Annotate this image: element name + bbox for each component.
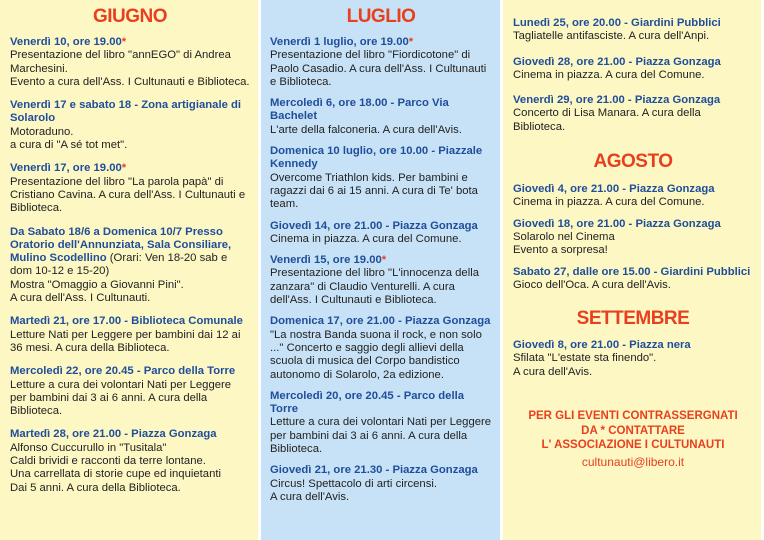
event-description: Concerto di Lisa Manara. A cura della Biblioteca.	[513, 107, 701, 133]
event-title: Mercoledì 6, ore 18.00 - Parco Via Bachelet	[270, 97, 449, 123]
event-title: Lunedì 25, ore 20.00 - Giardini Pubblici	[513, 17, 721, 29]
month-heading-settembre: SETTEMBRE	[576, 308, 690, 330]
event-title: Giovedì 14, ore 21.00 - Piazza Gonzaga	[270, 219, 478, 232]
event-description: Cinema in piazza. A cura del Comune.	[513, 196, 705, 209]
event-item	[10, 315, 250, 355]
event-description: Tagliatelle antifasciste. A cura dell'Anpi.	[513, 30, 710, 43]
event-description: Circus! Spettacolo di arti circensi. A cura dell'Avis.	[270, 477, 438, 503]
event-item	[513, 266, 753, 293]
event-title: Venerdì 10, ore 19.00	[10, 36, 122, 48]
event-item	[270, 145, 492, 211]
column-luglio-agosto-settembre	[503, 0, 761, 540]
event-item	[10, 162, 250, 215]
event-description: Solarolo nel Cinema Evento a sorpresa!	[513, 230, 615, 257]
event-title: Sabato 27, dalle ore 15.00 - Giardini Pubblici	[513, 265, 751, 278]
event-star-marker: *	[408, 36, 414, 48]
event-item	[270, 464, 492, 504]
event-description: (Orari: Ven 18-20 sab e dom 10-12 e 15-20) Mostra "Omaggio a Giovanni Pini". A cura dell'Ass. I Cultunauti.	[10, 252, 228, 305]
event-list-settembre	[513, 339, 753, 379]
event-description: Presentazione del libro "L'innocenza della zanzara" di Claudio Venturelli. A cura dell'Ass. I Cultunauti e Biblioteca.	[270, 267, 480, 307]
event-title: Da Sabato 18/6 a Domenica 10/7 Presso Oratorio dell'Annunziata, Sala Consiliare, Mulino Scodellino	[10, 225, 232, 265]
event-item	[10, 365, 250, 418]
event-description: L'arte della falconeria. A cura dell'Avis.	[270, 123, 462, 136]
column-luglio	[258, 0, 503, 540]
event-star-marker: *	[381, 254, 387, 267]
event-item	[10, 99, 250, 152]
event-item	[270, 36, 492, 89]
event-item	[513, 183, 753, 210]
event-title: Mercoledì 22, ore 20.45 - Parco della Torre	[10, 365, 236, 378]
event-list-luglio-cont	[513, 17, 753, 134]
event-description: Motoraduno. a cura di "A sé tot met".	[10, 125, 128, 152]
event-title: Venerdì 1 luglio, ore 19.00	[270, 36, 409, 48]
event-description: Overcome Triathlon kids. Per bambini e ragazzi dai 6 ai 15 anni. A cura di Te' bota team.	[270, 171, 478, 211]
event-title: Domenica 10 luglio, ore 10.00 - Piazzale Kennedy	[270, 145, 483, 171]
contact-note: PER GLI EVENTI CONTRASSERGNATI DA * CONTATTARE L' ASSOCIAZIONE I CULTUNAUTI	[528, 410, 738, 452]
event-description: Letture Nati per Leggere per bambini dai 12 ai 36 mesi. A cura della Biblioteca.	[10, 328, 241, 354]
event-star-marker: *	[121, 162, 127, 175]
event-description: "La nostra Banda suona il rock, e non solo ..." Concerto e saggio degli allievi della scuola di musica del Corpo bandistico autonomo di Solarolo, 2a edizione.	[270, 328, 482, 381]
event-title: Mercoledì 20, ore 20.45 - Parco della Torre	[270, 389, 465, 416]
event-item	[513, 56, 753, 83]
event-title: Martedì 28, ore 21.00 - Piazza Gonzaga	[10, 428, 217, 441]
event-description: Presentazione del libro "annEGO" di Andrea Marchesini. Evento a cura dell'Ass. I Cultunauti e Biblioteca.	[10, 49, 250, 88]
event-item	[270, 315, 492, 381]
event-list-luglio	[270, 36, 492, 504]
event-item	[513, 94, 753, 134]
event-title: Giovedì 21, ore 21.30 - Piazza Gonzaga	[270, 464, 478, 477]
event-title: Venerdì 29, ore 21.00 - Piazza Gonzaga	[513, 94, 721, 107]
event-item	[513, 339, 753, 379]
contact-email[interactable]: cultunauti@libero.it	[581, 454, 685, 469]
event-description: Gioco dell'Oca. A cura dell'Avis.	[513, 278, 671, 291]
event-description: Sfilata "L'estate sta finendo". A cura dell'Avis.	[513, 352, 657, 378]
event-item	[10, 226, 250, 306]
event-item	[513, 218, 753, 258]
month-heading-luglio: LUGLIO	[346, 6, 416, 27]
event-description: Cinema in piazza. A cura del Comune.	[513, 68, 705, 81]
event-title: Venerdì 17 e sabato 18 - Zona artigianale di Solarolo	[10, 99, 242, 125]
event-title: Martedì 21, ore 17.00 - Biblioteca Comunale	[10, 315, 243, 328]
event-item	[270, 97, 492, 137]
event-item	[270, 254, 492, 307]
event-description: Presentazione del libro "La parola papà" di Cristiano Cavina. A cura dell'Ass. I Cultunauti e Biblioteca.	[10, 175, 246, 215]
event-title: Giovedì 4, ore 21.00 - Piazza Gonzaga	[513, 183, 715, 196]
event-item	[10, 36, 250, 89]
event-star-marker: *	[121, 36, 127, 48]
event-description: Cinema in piazza. A cura del Comune.	[270, 232, 462, 245]
event-title: Giovedì 8, ore 21.00 - Piazza nera	[513, 339, 691, 352]
event-description: Alfonso Cuccurullo in "Tusitala" Caldi brividi e racconti da terre lontane. Una carrellata di storie cupe ed inquietanti Dai 5 anni. A cura della Biblioteca.	[10, 441, 222, 494]
event-title: Domenica 17, ore 21.00 - Piazza Gonzaga	[270, 315, 491, 328]
column-giugno	[0, 0, 258, 540]
event-description: Presentazione del libro "Fiordicotone" di Paolo Casadio. A cura dell'Ass. I Cultunauti e Biblioteca.	[270, 49, 487, 88]
event-item	[10, 428, 250, 494]
event-title: Giovedì 18, ore 21.00 - Piazza Gonzaga	[513, 217, 721, 230]
event-item	[270, 220, 492, 247]
month-heading-agosto: AGOSTO	[593, 151, 673, 173]
event-title: Venerdì 15, ore 19.00	[270, 254, 382, 267]
event-description: Letture a cura dei volontari Nati per Leggere per bambini dai 3 ai 6 anni. A cura della Biblioteca.	[10, 378, 232, 418]
month-heading-giugno: GIUGNO	[92, 6, 168, 27]
event-description: Letture a cura dei volontari Nati per Leggere per bambini dai 3 ai 6 anni. A cura della Biblioteca.	[270, 416, 492, 456]
event-item	[513, 17, 753, 44]
event-item	[270, 390, 492, 456]
event-list-giugno	[10, 36, 250, 495]
event-title: Venerdì 17, ore 19.00	[10, 162, 122, 175]
event-title: Giovedì 28, ore 21.00 - Piazza Gonzaga	[513, 55, 721, 68]
event-list-agosto	[513, 183, 753, 292]
